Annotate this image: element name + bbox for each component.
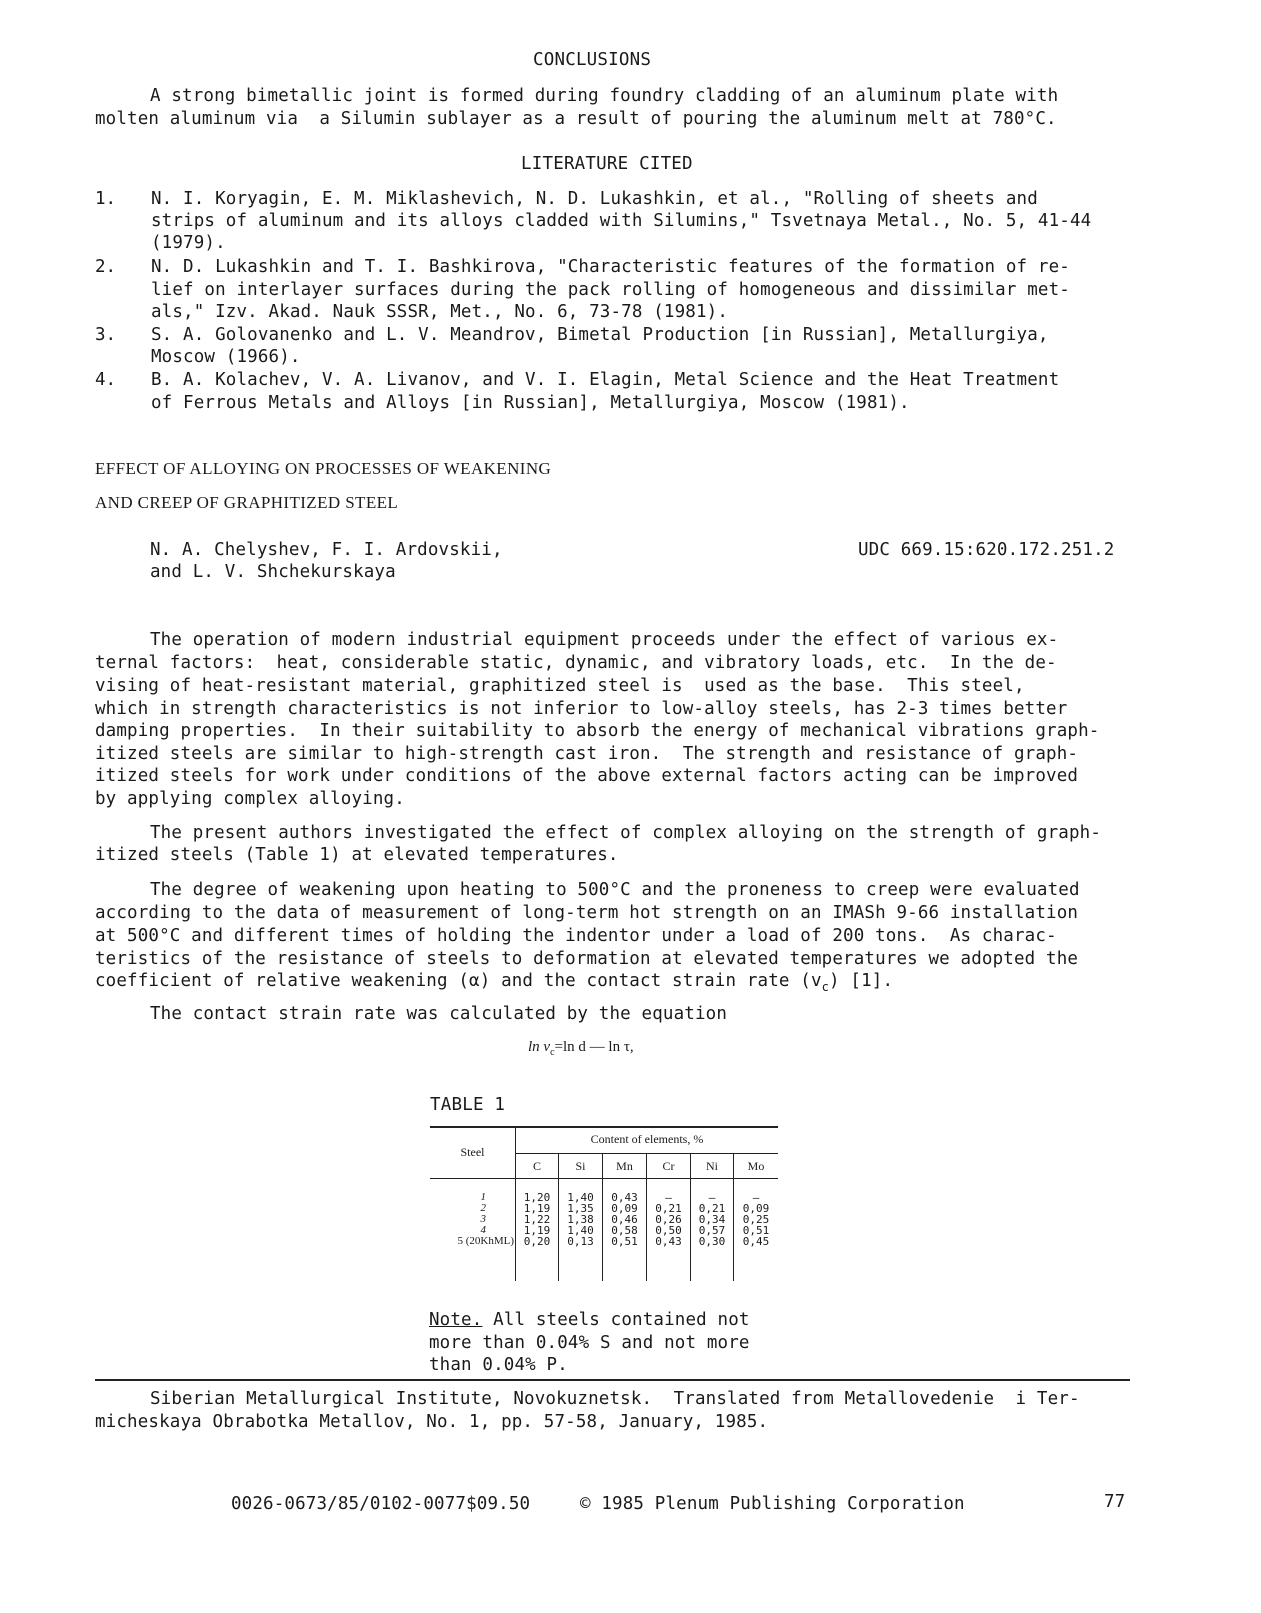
table-cell: 0,13 [567, 1235, 594, 1248]
table-cell: 1,35 [567, 1202, 594, 1215]
table-cell: 1,40 [567, 1224, 594, 1237]
table-header-col: Si [575, 1159, 586, 1173]
table-header-group: Content of elements, % [590, 1132, 704, 1146]
article-title-line: EFFECT OF ALLOYING ON PROCESSES OF WEAKENING [95, 459, 552, 478]
body-line: itized steels are similar to high-strength cast iron. The strength and resistance of graph- [95, 744, 1079, 764]
document-code: 0026-0673/85/0102-0077$09.50 [231, 1494, 531, 1514]
literature-heading: LITERATURE CITED [521, 154, 693, 174]
reference-line: of Ferrous Metals and Alloys [in Russian], Metallurgiya, Moscow (1981). [151, 393, 910, 413]
table-cell: 0,30 [698, 1235, 726, 1248]
table-row-steel: 2 [480, 1202, 486, 1214]
footnote-rule [95, 1379, 1130, 1381]
table-row-steel: 5 (20KhML) [457, 1235, 514, 1247]
body-line: by applying complex alloying. [95, 789, 405, 809]
body-line: The present authors investigated the effect of complex alloying on the strength of graph- [150, 823, 1102, 843]
authors-line: and L. V. Shchekurskaya [150, 562, 396, 582]
table-header-rule [430, 1178, 778, 1179]
table-cell: 1,19 [523, 1202, 551, 1215]
equation-lhs: ln v [528, 1039, 551, 1055]
table-note-label: Note. [429, 1310, 483, 1330]
reference-line: lief on interlayer surfaces during the pack rolling of homogeneous and dissimilar met- [151, 280, 1070, 300]
reference-line: N. D. Lukashkin and T. I. Bashkirova, "Characteristic features of the formation of re- [151, 257, 1070, 277]
table-top-rule [430, 1126, 778, 1128]
table-cell: 0,57 [698, 1224, 726, 1237]
table-cell: 1,38 [567, 1213, 594, 1226]
body-line: vising of heat-resistant material, graphitized steel is used as the base. This steel, [95, 676, 1025, 696]
body-line: at 500°C and different times of holding the indentor under a load of 200 tons. As charac- [95, 926, 1057, 946]
table-header-col: Cr [662, 1159, 675, 1173]
table-cell: 1,40 [567, 1191, 594, 1204]
table-cell: — [752, 1191, 760, 1204]
table-cell: 0,34 [698, 1213, 726, 1226]
table-note-line [429, 1310, 750, 1330]
table-note-line: than 0.04% P. [429, 1355, 568, 1375]
conclusions-line: molten aluminum via a Silumin sublayer as a result of pouring the aluminum melt at 780°C. [95, 109, 1057, 129]
article-title-line: AND CREEP OF GRAPHITIZED STEEL [95, 493, 399, 512]
affiliation-line: micheskaya Obrabotka Metallov, No. 1, pp. 57-58, January, 1985. [95, 1412, 769, 1432]
table-group-rule [516, 1153, 778, 1154]
table-cell: 0,21 [698, 1202, 726, 1215]
copyright: © 1985 Plenum Publishing Corporation [580, 1494, 965, 1514]
table-cell: 0,20 [523, 1235, 551, 1248]
table-header-col: Ni [706, 1159, 718, 1173]
table-cell: 1,19 [523, 1224, 551, 1237]
body-line-text: coefficient of relative weakening (α) and the contact strain rate (v [95, 971, 822, 991]
reference-number: 1. [95, 189, 117, 209]
body-line-text: ) [1]. [829, 971, 894, 991]
body-line: itized steels for work under conditions of the above external factors acting can be improved [95, 766, 1079, 786]
reference-line: strips of aluminum and its alloys cladded with Silumins," Tsvetnaya Metal., No. 5, 41-44 [151, 211, 1092, 231]
table-cell: 0,58 [611, 1224, 638, 1237]
table-cell: 1,20 [523, 1191, 551, 1204]
reference-number: 2. [95, 257, 117, 277]
table-cell: — [708, 1191, 716, 1204]
equation [528, 1039, 634, 1056]
reference-line: als," Izv. Akad. Nauk SSSR, Met., No. 6, 73-78 (1981). [151, 302, 729, 322]
equation-subscript: c [550, 1047, 555, 1058]
page-number: 77 [1104, 1492, 1126, 1512]
conclusions-heading: CONCLUSIONS [533, 50, 652, 70]
affiliation-line: Siberian Metallurgical Institute, Novokuznetsk. Translated from Metallovedenie i Ter- [150, 1389, 1080, 1409]
table-cell: 0,09 [611, 1202, 638, 1215]
body-line: itized steels (Table 1) at elevated temperatures. [95, 845, 619, 865]
subscript-c: c [821, 980, 830, 994]
body-line: which in strength characteristics is not inferior to low-alloy steels, has 2-3 times better [95, 699, 1068, 719]
reference-line: S. A. Golovanenko and L. V. Meandrov, Bimetal Production [in Russian], Metallurgiya, [151, 325, 1049, 345]
body-line: teristics of the resistance of steels to deformation at elevated temperatures we adopted the [95, 949, 1079, 969]
body-line: according to the data of measurement of long-term hot strength on an IMASh 9-66 installation [95, 903, 1079, 923]
table-cell: 0,09 [742, 1202, 770, 1215]
body-line-with-subscript [95, 971, 894, 994]
table-note-text: All steels contained not [482, 1310, 750, 1330]
table-cell: 1,22 [523, 1213, 551, 1226]
table-cell: 0,21 [655, 1202, 682, 1215]
table-header-col: C [532, 1159, 541, 1173]
reference-line: (1979). [151, 233, 226, 253]
table-caption: TABLE 1 [430, 1095, 506, 1115]
table-note-line: more than 0.04% S and not more [429, 1333, 750, 1353]
table-header-col: Mo [747, 1159, 765, 1173]
table-row-steel: 3 [480, 1213, 486, 1225]
body-line: The contact strain rate was calculated by the equation [150, 1004, 728, 1024]
reference-number: 3. [95, 325, 117, 345]
body-line: damping properties. In their suitability to absorb the energy of mechanical vibrations graph- [95, 721, 1100, 741]
equation-rhs: =ln d — ln τ, [554, 1039, 634, 1055]
conclusions-line: A strong bimetallic joint is formed during foundry cladding of an aluminum plate with [150, 86, 1059, 106]
reference-number: 4. [95, 370, 117, 390]
authors-line: N. A. Chelyshev, F. I. Ardovskii, [150, 540, 503, 560]
table-row-steel: 4 [480, 1224, 486, 1236]
body-line: ternal factors: heat, considerable static, dynamic, and vibratory loads, etc. In the de- [95, 653, 1057, 673]
body-line: The degree of weakening upon heating to 500°C and the proneness to creep were evaluated [150, 880, 1080, 900]
reference-line: N. I. Koryagin, E. M. Miklashevich, N. D. Lukashkin, et al., "Rolling of sheets and [151, 189, 1038, 209]
table-cell: 0,43 [655, 1235, 682, 1248]
table-cell: — [665, 1191, 672, 1204]
table-cell: 0,50 [655, 1224, 682, 1237]
table-cell: 0,45 [742, 1235, 770, 1248]
reference-line: Moscow (1966). [151, 347, 301, 367]
udc-code: UDC 669.15:620.172.251.2 [858, 540, 1115, 560]
body-line: The operation of modern industrial equipment proceeds under the effect of various ex- [150, 630, 1059, 650]
reference-line: B. A. Kolachev, V. A. Livanov, and V. I. Elagin, Metal Science and the Heat Treatment [151, 370, 1060, 390]
table-cell: 0,51 [611, 1235, 638, 1248]
table-cell: 0,51 [742, 1224, 770, 1237]
data-table [430, 1126, 778, 1281]
table-cell: 0,43 [611, 1191, 638, 1204]
table-row-steel: 1 [480, 1191, 486, 1203]
table-cell: 0,46 [611, 1213, 638, 1226]
table-header-col: Mn [616, 1159, 633, 1173]
table-cell: 0,26 [655, 1213, 682, 1226]
table-header-steel: Steel [460, 1145, 485, 1159]
table-cell: 0,25 [742, 1213, 770, 1226]
